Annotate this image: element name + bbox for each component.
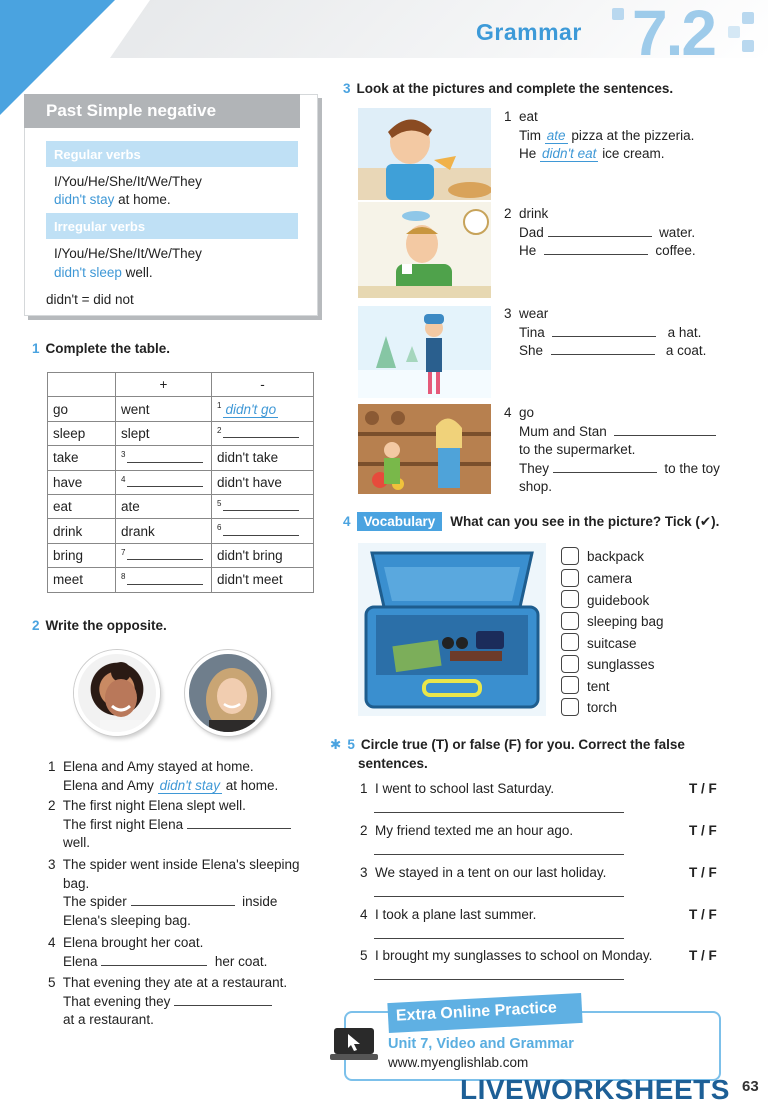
challenge-star-icon: ✱ (330, 737, 342, 752)
vocab-label: suitcase (587, 636, 637, 651)
table-cell: drink (48, 519, 116, 543)
picture-toy-shop (358, 404, 491, 494)
table-cell: eat (48, 494, 116, 518)
picture-boy-eating-pizza (358, 108, 491, 200)
ex2-item-5: 5 That evening they ate at a restaurant. That evening they at a restaurant. (48, 975, 288, 1027)
boy-pizza-icon (358, 108, 491, 200)
table-cell: drank (116, 519, 212, 543)
table-cell: 2 (212, 421, 314, 445)
true-false-choice[interactable]: T / F (689, 865, 717, 880)
table-row (48, 421, 314, 445)
table-cell: 7 (116, 543, 212, 567)
ex2-item-3: 3 The spider went inside Elena's sleeping bag. The spider inside Elena's sleeping bag. (48, 857, 300, 928)
checkbox-suitcase[interactable] (561, 633, 579, 651)
vocab-label: tent (587, 679, 610, 694)
answer-blank[interactable] (553, 461, 657, 473)
picture-suitcase (358, 543, 546, 716)
vocab-label: camera (587, 571, 633, 586)
table-row (48, 446, 314, 470)
answer-blank[interactable] (174, 994, 272, 1006)
answer-line[interactable] (374, 854, 624, 855)
vocab-label: guidebook (587, 593, 650, 608)
table-cell: didn't have (212, 470, 314, 494)
toy-shop-icon (358, 404, 491, 494)
ex5-item-5: 5 I brought my sunglasses to school on Monday. (360, 948, 653, 963)
answer-blank[interactable] (127, 451, 203, 463)
answer-blank[interactable] (614, 424, 716, 436)
table-cell: have (48, 470, 116, 494)
regular-verbs-label: Regular verbs (46, 141, 298, 167)
amy-avatar (185, 650, 271, 736)
answer-filled: ate (546, 127, 566, 143)
table-cell: meet (48, 568, 116, 592)
ex5-item-3: 3 We stayed in a tent on our last holiday. (360, 865, 607, 880)
table-cell: 8 (116, 568, 212, 592)
answer-filled: didn't go (225, 401, 277, 417)
answer-blank[interactable] (131, 894, 235, 906)
answer-blank[interactable] (551, 343, 655, 355)
ex5-item-1: 1 I went to school last Saturday. (360, 781, 555, 796)
answer-blank[interactable] (552, 325, 656, 337)
checkbox-tent[interactable] (561, 676, 579, 694)
ex5-heading-cont: sentences. (358, 756, 428, 771)
ex3-item-3: 3 wear Tina a hat. She a coat. (504, 306, 707, 358)
ex2-heading: 2 Write the opposite. (32, 618, 167, 633)
table-cell: ate (116, 494, 212, 518)
answer-blank[interactable] (544, 243, 648, 255)
table-cell: go (48, 397, 116, 421)
checkbox-sleeping-bag[interactable] (561, 612, 579, 630)
table-row (48, 543, 314, 567)
table-header-cell: - (212, 373, 314, 397)
checkbox-backpack[interactable] (561, 547, 579, 565)
true-false-choice[interactable]: T / F (689, 781, 717, 796)
vocab-label: sleeping bag (587, 614, 664, 629)
table-row (48, 494, 314, 518)
ex2-item-4: 4 Elena brought her coat. Elena her coat. (48, 935, 268, 969)
answer-line[interactable] (374, 896, 624, 897)
table-cell: $^1$ didn't go (212, 397, 314, 421)
liveworksheets-logo: LIVEWORKSHEETS (460, 1074, 730, 1105)
table-cell: 5 (212, 494, 314, 518)
answer-filled: didn't stay (159, 777, 220, 793)
man-coffee-icon (358, 202, 491, 298)
answer-blank[interactable] (223, 524, 299, 536)
table-header-cell: + (116, 373, 212, 397)
table-cell: didn't meet (212, 568, 314, 592)
table-row (48, 568, 314, 592)
girl-winter-icon (358, 306, 491, 398)
vocab-label: torch (587, 700, 618, 715)
answer-filled: didn't eat (542, 146, 597, 161)
table-cell: bring (48, 543, 116, 567)
table-row (48, 397, 314, 421)
vocabulary-tag: Vocabulary (357, 512, 443, 531)
ex4-heading: 4 Vocabulary What can you see in the picture? Tick (✔). (343, 514, 720, 529)
unit-number: 7.2 (632, 0, 715, 69)
ex2-item-1: 1 Elena and Amy stayed at home. Elena and Amy didn't stay at home. (48, 759, 279, 793)
regular-example: didn't stay at home. (54, 192, 171, 207)
table-cell: 3 (116, 446, 212, 470)
irregular-subjects: I/You/He/She/It/We/They (54, 246, 202, 261)
answer-blank[interactable] (127, 573, 203, 585)
irregular-verbs-label: Irregular verbs (46, 213, 298, 239)
checkbox-guidebook[interactable] (561, 590, 579, 608)
table-cell: didn't bring (212, 543, 314, 567)
ex2-item-2: 2 The first night Elena slept well. The first night Elena well. (48, 797, 318, 853)
checkbox-sunglasses[interactable] (561, 655, 579, 673)
table-row (48, 519, 314, 543)
answer-line[interactable] (374, 812, 624, 813)
table-cell: 6 (212, 519, 314, 543)
answer-blank[interactable] (187, 817, 291, 829)
ex5-item-4: 4 I took a plane last summer. (360, 907, 537, 922)
vocab-label: sunglasses (587, 657, 655, 672)
ex5-heading: ✱ 5 Circle true (T) or false (F) for you. Correct the false (330, 737, 685, 752)
ex3-item-4: 4 go Mum and Stan to the supermarket. They to the toy shop. (504, 405, 720, 494)
checkbox-torch[interactable] (561, 698, 579, 716)
extra-practice-url[interactable]: www.myenglishlab.com (388, 1055, 529, 1070)
true-false-choice[interactable]: T / F (689, 948, 717, 963)
checkbox-camera[interactable] (561, 569, 579, 587)
elena-avatar (74, 650, 160, 736)
answer-blank[interactable] (223, 499, 299, 511)
page-number: 63 (742, 1078, 759, 1095)
table-cell: take (48, 446, 116, 470)
extra-practice-line: Unit 7, Video and Grammar (388, 1036, 574, 1052)
table-cell: didn't take (212, 446, 314, 470)
answer-blank[interactable] (127, 475, 203, 487)
answer-blank[interactable] (101, 954, 207, 966)
table-cell: 4 (116, 470, 212, 494)
grammar-box-title: Past Simple negative (24, 94, 300, 128)
table-cell: slept (116, 421, 212, 445)
answer-line[interactable] (374, 938, 624, 939)
table-row (48, 470, 314, 494)
answer-blank[interactable] (548, 225, 652, 237)
answer-blank[interactable] (223, 426, 299, 438)
ex3-item-1: 1 eat Tim ate pizza at the pizzeria. He didn't eat ice cream. (504, 109, 695, 161)
answer-line[interactable] (374, 979, 624, 980)
regular-subjects: I/You/He/She/It/We/They (54, 174, 202, 189)
irregular-example: didn't sleep well. (54, 265, 153, 280)
page-title: Grammar (476, 19, 582, 45)
verb-table (47, 372, 314, 593)
table-cell: went (116, 397, 212, 421)
laptop-cursor-icon (330, 1026, 378, 1062)
true-false-choice[interactable]: T / F (689, 907, 717, 922)
true-false-choice[interactable]: T / F (689, 823, 717, 838)
ex1-heading: 1 Complete the table. (32, 341, 171, 356)
girl-fair-hair-icon (189, 654, 271, 736)
table-cell: sleep (48, 421, 116, 445)
extra-practice-tag: Extra Online Practice (387, 993, 582, 1033)
vocab-label: backpack (587, 549, 645, 564)
picture-man-drinking (358, 202, 491, 298)
girl-dark-hair-icon (78, 654, 160, 736)
table-header-cell (48, 373, 116, 397)
picture-girl-winter (358, 306, 491, 398)
ex3-item-2: 2 drink Dad water. He coffee. (504, 206, 696, 258)
table-header-row (48, 373, 314, 397)
ex3-heading: 3 Look at the pictures and complete the sentences. (343, 81, 674, 96)
grammar-note: didn't = did not (46, 292, 134, 307)
ex5-item-2: 2 My friend texted me an hour ago. (360, 823, 574, 838)
open-suitcase-icon (358, 543, 546, 716)
answer-blank[interactable] (127, 548, 203, 560)
